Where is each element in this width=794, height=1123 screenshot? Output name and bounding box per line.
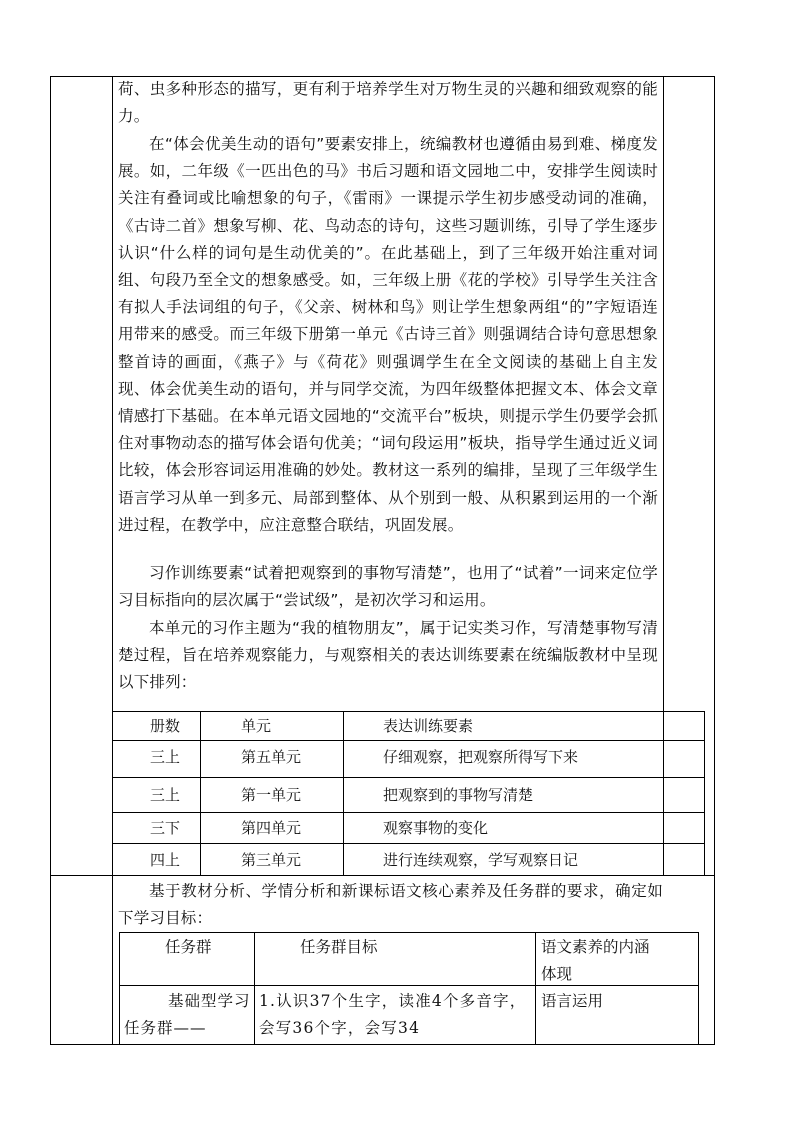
training-table-line [343,711,344,876]
table-cell: 第四单元 [241,819,302,837]
table-cell: 进行连续观察，学写观察日记 [383,851,579,869]
table-cell: 四上 [150,851,181,869]
col2-divider [663,76,664,876]
outer-mid-border [50,875,715,876]
table-cell: 观察事物的变化 [383,819,489,837]
training-table-line [200,711,201,876]
goals-table-line [119,932,120,1044]
goals-target-cell: 1.认识37个生字，读准4个多音字，会写36个字，会写34 [259,992,527,1037]
analysis-paragraph-4: 本单元的习作主题为“我的植物朋友”，属于记实类习作，写清楚事物写清楚过程，旨在培养观察能力，与观察相关的表达训练要素在统编版教材中呈现以下排列： [118,619,658,692]
outer-bottom-border [50,1044,715,1045]
goals-table-line [119,932,699,933]
header-volume: 册数 [150,717,181,735]
table-cell: 第五单元 [241,748,302,766]
analysis-paragraph-2: 在“体会优美生动的语句”要素安排上，统编教材也遵循由易到难、梯度发展。如，二年级《一匹出色的马》书后习题和语文园地二中，安排学生阅读时关注有叠词或比喻想象的句子，《雷雨》一课提示学生初步感受动词的准确，《古诗二首》想象写柳、花、鸟动态的诗句，这些习题训练，引导了学生逐步认识“什么样的词句是生动优美的”。在此基础上，到了三年级开始注重对词组、句段乃至全文的想象感受。如，三年级上册《花的学校》引导学生关注含有拟人手法词组的句子，《父亲、树林和鸟》则让学生想象两组“的”字短语连用带来的感受。而三年级下册第一单元《古诗三首》则强调结合诗句意思想象整首诗的画面，《燕子》与《荷花》则强调学生在全文阅读的基础上自主发现、体会优美生动的语句，并与同学交流，为四年级整体把握文本、体会文章情感打下基础。在本单元语文园地的“交流平台”板块，则提示学生仍要学会抓住对事物动态的描写体会语句优美；“词句段运用”板块，指导学生通过近义词比较，体会形容词运用准确的妙处。教材这一系列的编排，呈现了三年级学生语言学习从单一到多元、局部到整体、从个别到一般、从积累到运用的一个渐进过程，在教学中，应注意整合联结，巩固发展。 [118,135,658,534]
table-cell: 把观察到的事物写清楚 [383,786,534,804]
goals-header-literacy: 语文素养的内涵体现 [541,938,650,983]
table-cell: 三上 [150,748,181,766]
training-table-line [704,711,705,876]
analysis-paragraph-1: 荷、虫多种形态的描写，更有利于培养学生对万物生灵的兴趣和细致观察的能力。 [118,80,658,126]
outer-right-border [714,76,715,1045]
goals-literacy-cell: 语言运用 [541,992,604,1010]
goals-table-line [254,932,255,1044]
header-elements: 表达训练要素 [383,717,474,735]
table-cell: 仔细观察，把观察所得写下来 [383,748,579,766]
table-cell: 三上 [150,786,181,804]
header-unit: 单元 [241,717,272,735]
table-cell: 三下 [150,819,181,837]
table-cell: 第一单元 [241,786,302,804]
goals-header-target: 任务群目标 [300,938,378,956]
goals-header-group: 任务群 [165,938,212,956]
goals-table-line [535,932,536,1044]
outer-left-border [50,76,51,1045]
goals-intro: 基于教材分析、学情分析和新课标语文核心素养及任务群的要求，确定如下学习目标： [118,882,663,928]
table-cell: 第三单元 [241,851,302,869]
col1-divider [112,76,113,1045]
analysis-paragraph-3: 习作训练要素“试着把观察到的事物写清楚”，也用了“试着”一词来定位学习目标指向的层次属于“尝试级”，是初次学习和运用。 [118,564,658,610]
goals-group-cell: 基础型学习任务群—— [124,992,251,1037]
goals-table-line [698,932,699,1044]
